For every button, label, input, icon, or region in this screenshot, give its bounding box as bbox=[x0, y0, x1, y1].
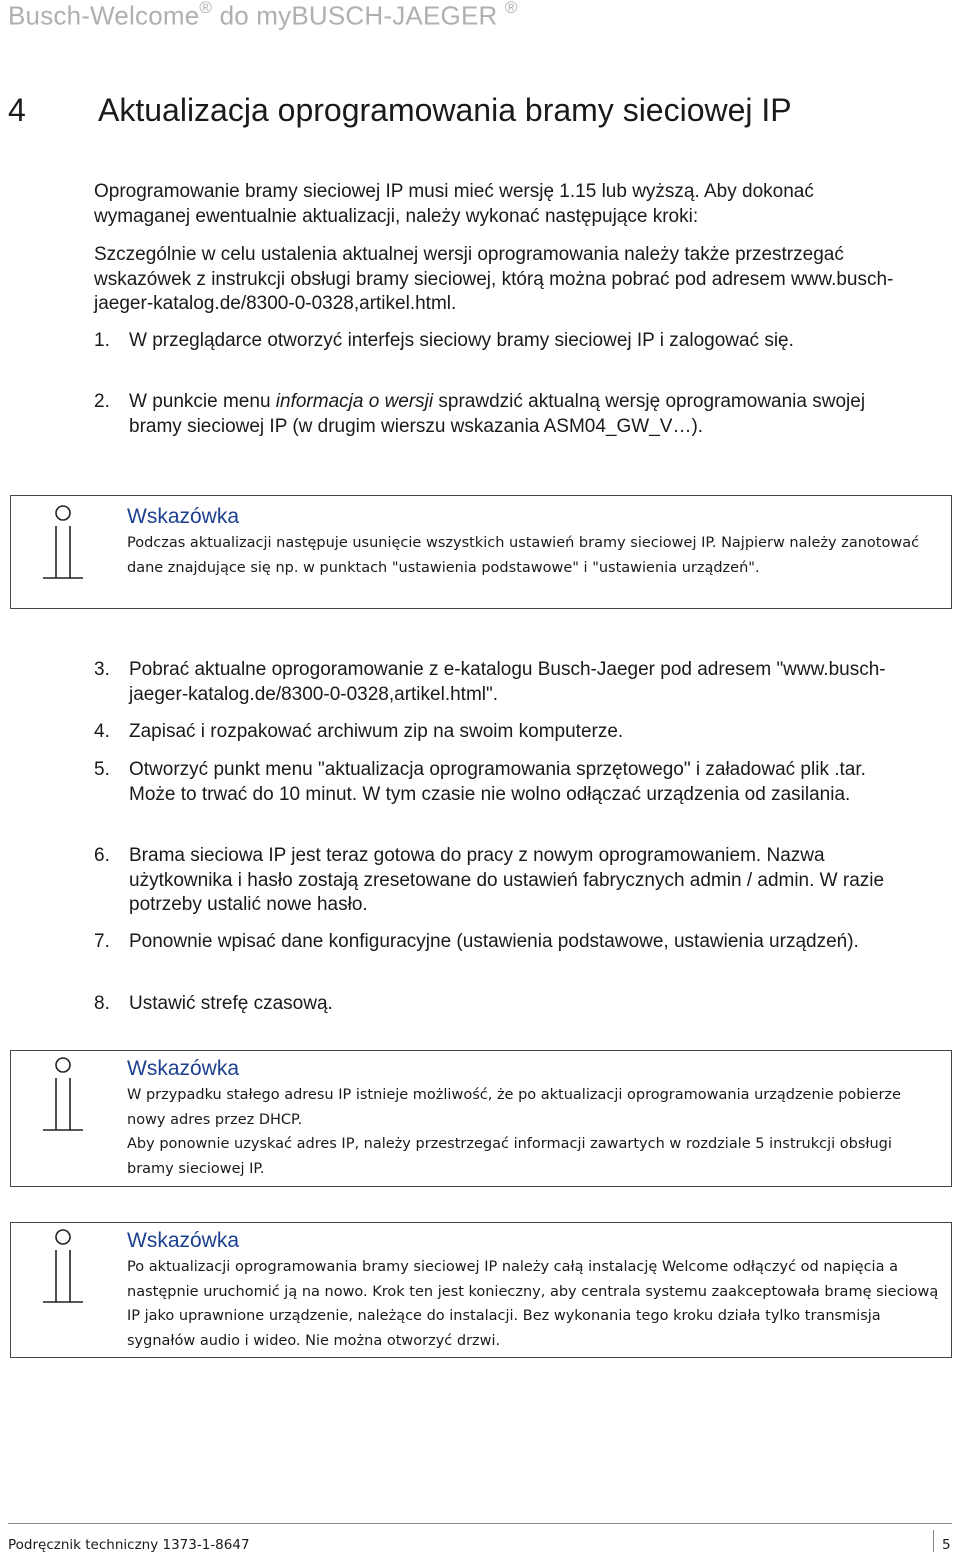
step-text: Ponownie wpisać dane konfiguracyjne (ustawienia podstawowe, ustawienia urządzeń). bbox=[129, 931, 859, 952]
step-text: Pobrać aktualne oprogoramowanie z e-katalogu Busch-Jaeger pod adresem "www.busch-jaeger-katalog.de/8300-0-0328,artikel.html". bbox=[129, 659, 886, 705]
step-text: Zapisać i rozpakować archiwum zip na swoim komputerze. bbox=[129, 721, 624, 742]
step-text bbox=[129, 390, 889, 439]
registered-mark: ® bbox=[199, 0, 213, 17]
step-number: 8. bbox=[94, 993, 110, 1014]
footer-manual-number: Podręcznik techniczny 1373-1-8647 bbox=[8, 1537, 250, 1553]
info-icon bbox=[41, 1228, 85, 1310]
running-header bbox=[8, 0, 518, 32]
intro-paragraph-1: Oprogramowanie bramy sieciowej IP musi mieć wersję 1.15 lub wyższą. Aby dokonać wymaganej ewentualnie aktualizacji, należy wykonać następujące kroki: bbox=[94, 181, 814, 227]
note-box bbox=[10, 1050, 952, 1187]
step-number: 6. bbox=[94, 845, 110, 866]
note-title: Wskazówka bbox=[127, 1057, 240, 1080]
registered-mark: ® bbox=[504, 0, 518, 17]
note-text: Podczas aktualizacji następuje usunięcie wszystkich ustawień bramy sieciowej IP. Najpierw należy zanotować dane znajdujące się np. w punktach "ustawienia podstawowe" i "ustawienia urządzeń". bbox=[127, 535, 920, 576]
step-number: 3. bbox=[94, 659, 110, 680]
step-text: Ustawić strefę czasową. bbox=[129, 993, 333, 1014]
page-number: 5 bbox=[942, 1537, 951, 1553]
footer-separator bbox=[933, 1530, 934, 1552]
note-title: Wskazówka bbox=[127, 1229, 240, 1252]
step-text: W przeglądarce otworzyć interfejs sieciowy bramy sieciowej IP i zalogować się. bbox=[129, 330, 794, 351]
menu-item-name: informacja o wersji bbox=[275, 391, 434, 412]
chapter-title: Aktualizacja oprogramowania bramy sieciowej IP bbox=[98, 92, 792, 128]
running-header-subtitle: do myBUSCH-JAEGER bbox=[212, 0, 505, 31]
step-number: 4. bbox=[94, 721, 110, 742]
step-number: 2. bbox=[94, 391, 110, 412]
info-icon bbox=[41, 504, 85, 586]
footer-divider bbox=[8, 1523, 952, 1524]
note-box bbox=[10, 495, 952, 609]
step-number: 1. bbox=[94, 330, 110, 351]
note-text: Po aktualizacji oprogramowania bramy sieciowej IP należy całą instalację Welcome odłączyć od napięcia a następnie uruchomić ją na nowo. Krok ten jest konieczny, aby centrala systemu zaakceptowała bramę sieciową IP jako uprawnione urządzenie, należące do instalacji. Bez wykonania tego kroku działa tylko transmisja sygnałów audio i wideo. Nie można otworzyć drzwi. bbox=[127, 1259, 939, 1349]
step-text-part: sprawdzić aktualną wersję oprogramowania swojej bramy sieciowej IP (w drugim wierszu wskazania ASM04_GW_V…). bbox=[129, 391, 866, 437]
step-number: 5. bbox=[94, 759, 110, 780]
note-box bbox=[10, 1222, 952, 1358]
info-icon bbox=[41, 1056, 85, 1138]
note-line: Aby ponownie uzyskać adres IP, należy przestrzegać informacji zawartych w rozdziale 5 instrukcji obsługi bramy sieciowej IP. bbox=[127, 1136, 892, 1177]
note-line: W przypadku stałego adresu IP istnieje możliwość, że po aktualizacji oprogramowania urządzenie pobierze nowy adres przez DHCP. bbox=[127, 1087, 901, 1128]
note-text bbox=[127, 1083, 942, 1181]
step-text: Otworzyć punkt menu "aktualizacja oprogramowania sprzętowego" i załadować plik .tar. Może to trwać do 10 minut. W tym czasie nie wolno odłączać urządzenia od zasilania. bbox=[129, 759, 866, 805]
step-text: Brama sieciowa IP jest teraz gotowa do pracy z nowym oprogramowaniem. Nazwa użytkownika i hasło zostają zresetowane do ustawień fabrycznych admin / admin. W razie potrzeby ustalić nowe hasło. bbox=[129, 845, 885, 915]
step-text-part: W punkcie menu bbox=[129, 391, 276, 412]
note-title: Wskazówka bbox=[127, 505, 240, 528]
chapter-number: 4 bbox=[8, 92, 26, 128]
step-number: 7. bbox=[94, 931, 110, 952]
intro-paragraph-2: Szczególnie w celu ustalenia aktualnej wersji oprogramowania należy także przestrzegać wskazówek z instrukcji obsługi bramy sieciowej, którą można pobrać pod adresem www.busch-jaeger-katalog.de/8300-0-0328,artikel.html. bbox=[94, 244, 894, 314]
running-header-title: Busch-Welcome bbox=[8, 0, 200, 31]
